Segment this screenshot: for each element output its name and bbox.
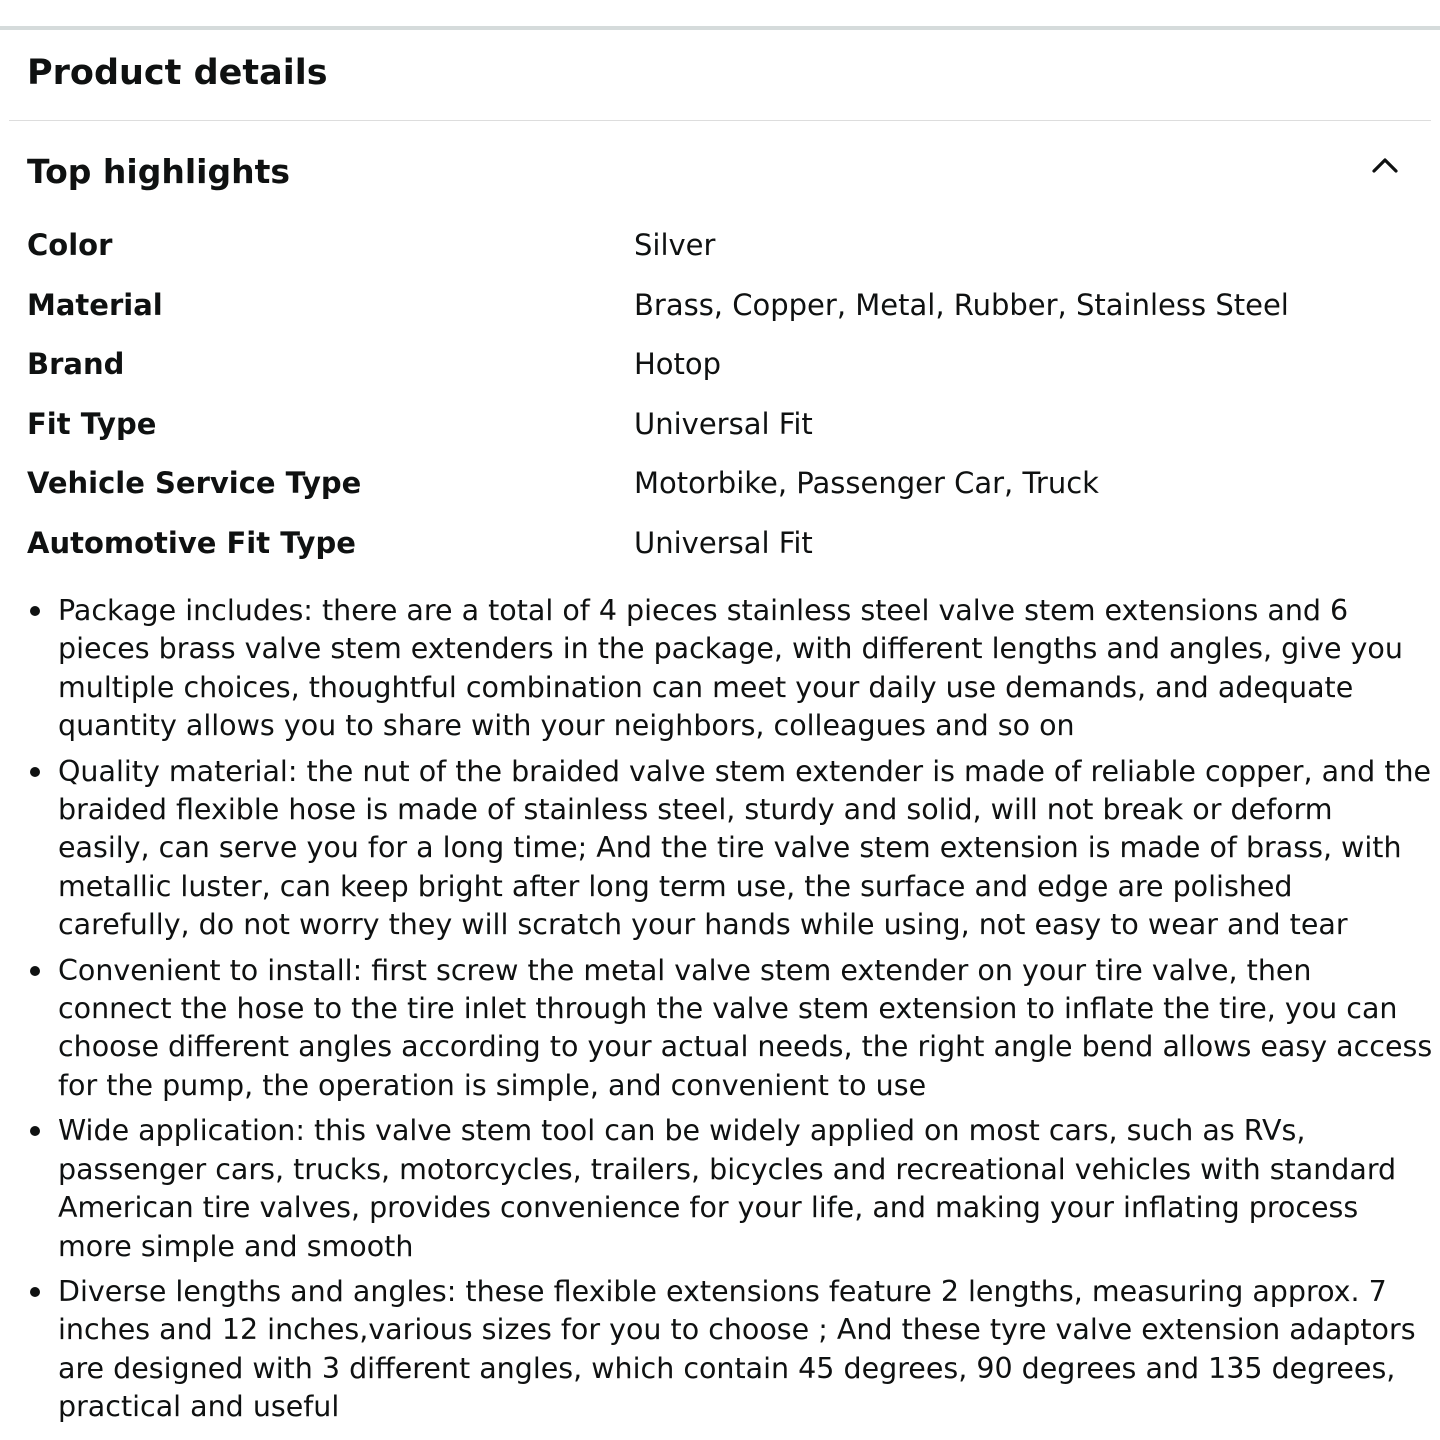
attribute-label: Brand: [27, 347, 125, 382]
bullet-dot-icon: [30, 1126, 40, 1136]
feature-bullet: [58, 1112, 1433, 1266]
top-highlights-toggle[interactable]: [0, 140, 1440, 204]
attribute-row-material: [27, 276, 1427, 336]
attribute-label: Material: [27, 287, 163, 322]
attribute-value: Motorbike, Passenger Car, Truck: [634, 466, 1099, 501]
attribute-label: Color: [27, 228, 113, 262]
attributes-table: [27, 216, 1427, 574]
feature-bullet-list: [58, 592, 1433, 1434]
bullet-dot-icon: [30, 606, 40, 616]
attribute-value: Universal Fit: [634, 525, 813, 560]
attribute-row-color: [27, 216, 1427, 276]
bullet-dot-icon: [30, 767, 40, 777]
feature-bullet-text: Wide application: this valve stem tool can be widely applied on most cars, such as RVs, passenger cars, trucks, motorcycles, trailers, bicycles and recreational vehicles with standard American tire valves, provides convenience for your life, and making your inflating process more simple and smooth: [58, 1114, 1397, 1263]
attribute-value: Universal Fit: [634, 406, 813, 441]
attribute-row-fit-type: [27, 395, 1427, 455]
feature-bullet: [58, 1273, 1433, 1427]
attribute-value: Silver: [634, 228, 716, 262]
section-title: Top highlights: [27, 152, 290, 191]
feature-bullet-text: Quality material: the nut of the braided valve stem extender is made of reliable copper, and the braided flexible hose is made of stainless steel, sturdy and solid, will not break or deform easily, can serve you for a long time; And the tire valve stem extension is made of brass, with metallic luster, can keep bright after long term use, the surface and edge are polished carefully, do not worry they will scratch your hands while using, not easy to wear and tear: [58, 754, 1432, 942]
attribute-value: Brass, Copper, Metal, Rubber, Stainless Steel: [634, 287, 1289, 322]
feature-bullet-text: Package includes: there are a total of 4 pieces stainless steel valve stem extensions and 6 pieces brass valve stem extenders in the package, with different lengths and angles, give you multiple choices, thoughtful combination can meet your daily use demands, and adequate quantity allows you to share with your neighbors, colleagues and so on: [58, 594, 1403, 743]
attribute-row-automotive-fit-type: [27, 514, 1427, 574]
feature-bullet: [58, 952, 1433, 1106]
attribute-label: Automotive Fit Type: [27, 525, 356, 560]
attribute-row-vehicle-service-type: [27, 454, 1427, 514]
feature-bullet-text: Diverse lengths and angles: these flexible extensions feature 2 lengths, measuring approx. 7 inches and 12 inches,various sizes for you to choose ; And these tyre valve extension adaptors are designed with 3 different angles, which contain 45 degrees, 90 degrees and 135 degrees, practical and useful: [58, 1274, 1416, 1424]
attribute-label: Vehicle Service Type: [27, 466, 362, 501]
top-divider: [0, 26, 1440, 30]
bullet-dot-icon: [30, 1287, 40, 1297]
section-divider: [9, 120, 1431, 121]
page-title: Product details: [27, 53, 328, 93]
bullet-dot-icon: [30, 966, 40, 976]
feature-bullet: [58, 592, 1433, 746]
feature-bullet: [58, 753, 1433, 945]
attribute-value: Hotop: [634, 347, 722, 382]
attribute-label: Fit Type: [27, 406, 157, 441]
feature-bullet-text: Convenient to install: first screw the metal valve stem extender on your tire valve, then connect the hose to the tire inlet through the valve stem extension to inflate the tire, you can choose different angles according to your actual needs, the right angle bend allows easy access for the pump, the operation is simple, and convenient to use: [58, 953, 1433, 1102]
attribute-row-brand: [27, 335, 1427, 395]
chevron-up-icon[interactable]: [1366, 150, 1404, 180]
